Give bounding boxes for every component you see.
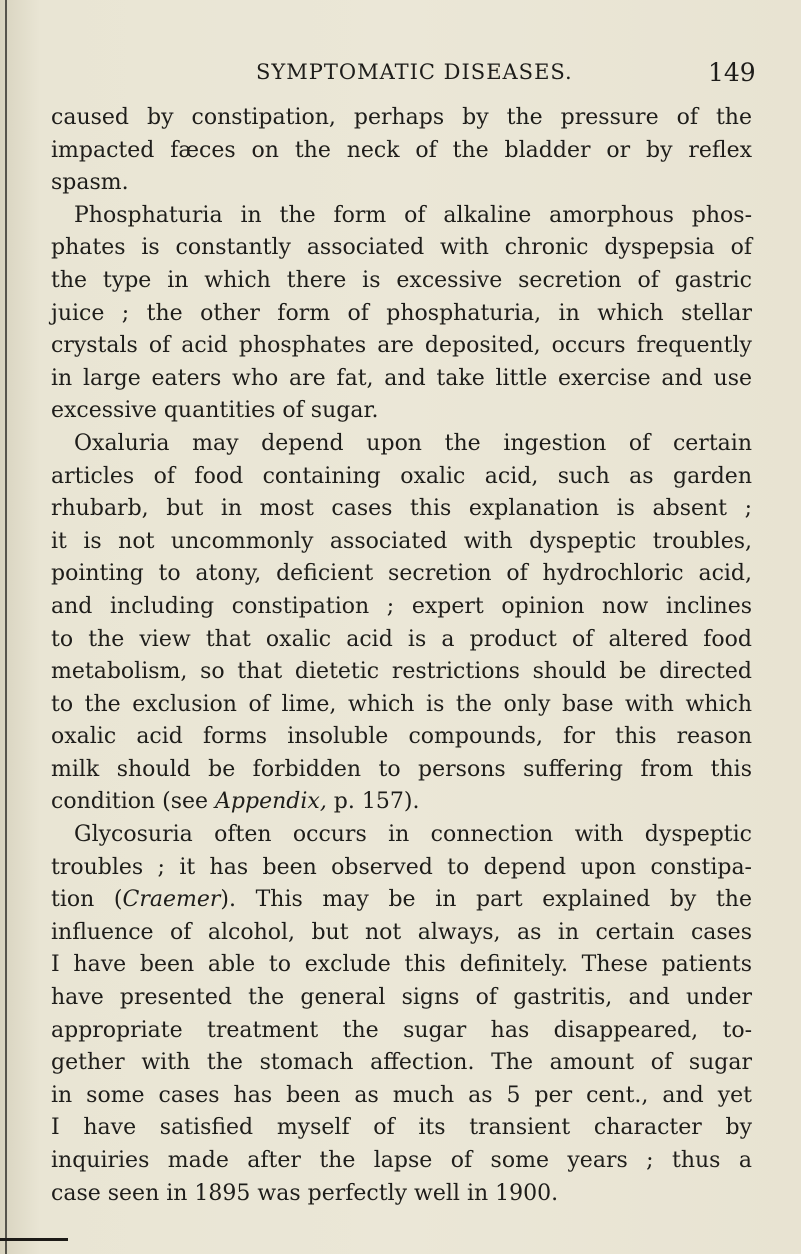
text-fragment: ). This may be in part explained by the <box>220 887 752 913</box>
tail-line-8: case seen in 1895 was perfectly well in 1900. <box>51 1180 559 1206</box>
tail-lines <box>51 917 752 1210</box>
text-line-4: phates is constantly associated with chronic dyspepsia of <box>51 235 752 261</box>
text-line-7: crystals of acid phosphates are deposited, occurs frequently <box>51 333 752 359</box>
text-line-12: rhubarb, but in most cases this explanation is absent ; <box>51 496 752 522</box>
text-line-11: articles of food containing oxalic acid, such as garden <box>51 463 752 489</box>
page-header <box>0 58 801 88</box>
tail-line-1: I have been able to exclude this definitely. These patients <box>51 952 752 978</box>
text-fragment: condition (see <box>51 789 216 815</box>
tail-line-6: I have satisfied myself of its transient character by <box>51 1115 752 1141</box>
text-line-0: caused by constipation, perhaps by the pressure of the <box>51 105 752 130</box>
glycosuria-line-0: Glycosuria often occurs in connection with dyspeptic <box>74 822 752 848</box>
text-line-13: it is not uncommonly associated with dyspeptic troubles, <box>51 528 752 554</box>
tail-line-3: appropriate treatment the sugar has disappeared, to- <box>51 1017 752 1043</box>
text-line-8: in large eaters who are fat, and take little exercise and use <box>51 365 752 391</box>
glycosuria-lines <box>51 819 752 884</box>
tail-line-7: inquiries made after the lapse of some years ; thus a <box>51 1148 752 1173</box>
text-fragment: tion ( <box>51 887 123 913</box>
text-line-6: juice ; the other form of phosphaturia, in which stellar <box>51 300 752 326</box>
tail-line-0: influence of alcohol, but not always, as in certain cases <box>51 919 752 945</box>
bottom-rule <box>0 1238 68 1241</box>
text-line-14: pointing to atony, deficient secretion of hydrochloric acid, <box>51 561 752 587</box>
page-number: 149 <box>708 58 756 87</box>
body-text <box>51 102 752 1210</box>
body-lines <box>51 102 752 786</box>
running-head: SYMPTOMATIC DISEASES. <box>256 60 573 84</box>
text-line-9: excessive quantities of sugar. <box>51 398 379 424</box>
tail-line-2: have presented the general signs of gastritis, and under <box>51 985 752 1011</box>
author-citation: Craemer <box>122 887 221 913</box>
text-line-appendix <box>51 786 752 819</box>
text-fragment: p. 157). <box>326 789 420 815</box>
text-line-2: spasm. <box>51 170 129 196</box>
glycosuria-line-1: troubles ; it has been observed to depend upon constipa- <box>51 854 752 880</box>
tail-line-5: in some cases has been as much as 5 per cent., and yet <box>51 1082 752 1108</box>
text-line-15: and including constipation ; expert opinion now inclines <box>51 593 752 619</box>
appendix-reference: Appendix, <box>215 789 327 815</box>
text-line-5: the type in which there is excessive secretion of gastric <box>51 267 752 293</box>
text-line-craemer <box>51 884 752 917</box>
tail-line-4: gether with the stomach affection. The amount of sugar <box>51 1050 752 1076</box>
text-line-16: to the view that oxalic acid is a product of altered food <box>51 626 752 652</box>
text-line-10: Oxaluria may depend upon the ingestion of certain <box>74 430 752 456</box>
page-edge-line <box>5 0 7 1254</box>
text-line-18: to the exclusion of lime, which is the only base with which <box>51 691 752 717</box>
text-line-17: metabolism, so that dietetic restrictions should be directed <box>51 659 752 685</box>
text-line-3: Phosphaturia in the form of alkaline amorphous phos- <box>74 202 752 228</box>
text-line-1: impacted fæces on the neck of the bladder or by reflex <box>51 137 752 163</box>
text-line-20: milk should be forbidden to persons suffering from this <box>51 756 752 782</box>
text-line-19: oxalic acid forms insoluble compounds, for this reason <box>51 724 752 750</box>
